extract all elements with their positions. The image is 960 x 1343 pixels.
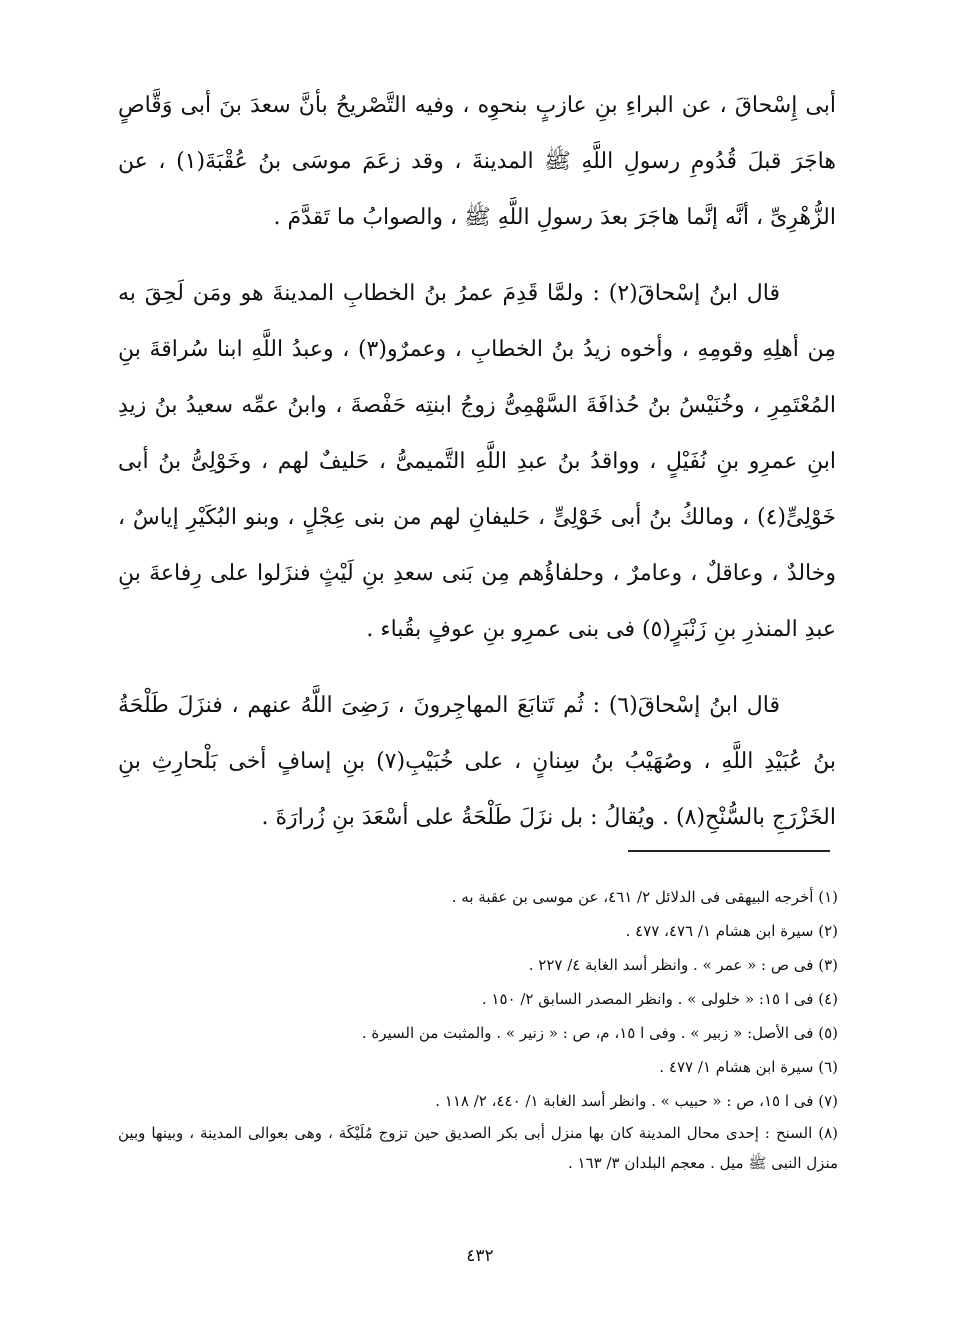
footnote-8: (٨) السنح : إحدى محال المدينة كان بها منزل أبى بكر الصديق حين تزوج مُلَيْكَة ، وهى بعوالى المدينة ، وبينها وبين منزل النبى ﷺ ميل . معجم البلدان ٣/ ١٦٣ . bbox=[118, 1124, 838, 1172]
footnote-5: (٥) فى الأصل: « زبير » . وفى ا ١٥، م، ص : « زنير » . والمثبت من السيرة . bbox=[361, 1024, 838, 1042]
paragraph-2: قال ابنُ إسْحاقَ(٢) : ولمَّا قَدِمَ عمرُ بنُ الخطابِ المدينةَ هو ومَن لَحِقَ به مِن أهلِهِ وقومِهِ ، وأخوه زيدُ بنُ الخطابِ ، وعمرٌو(٣) ، وعبدُ اللَّهِ ابنا سُراقةَ بنِ المُعْتَمِرِ ، وخُنَيْسُ بنُ حُذافَةَ السَّهْمِىُّ زوجُ ابنتِه حَفْصةَ ، وابنُ عمِّه سعيدُ بنُ زيدِ ابنِ عمرِو بنِ نُفَيْلٍ ، وواقدُ بنُ عبدِ اللَّهِ التَّميمىُّ ، حَليفٌ لهم ، وخَوْلِىُّ بنُ أبى خَوْلِىٍّ(٤) ، ومالكُ بنُ أبى خَوْلِىٍّ ، حَليفانِ لهم من بنى عِجْلٍ ، وبنو البُكَيْرِ إياسٌ ، وخالدٌ ، وعاقلٌ ، وعامرٌ ، وحلفاؤُهم مِن بَنى سعدِ بنِ لَيْثٍ فنزَلوا على رِفاعةَ بنِ عبدِ المنذرِ بنِ زَنْبَرٍ(٥) فى بنى عمرِو بنِ عوفٍ بقُباء . bbox=[118, 281, 837, 642]
footnote-3: (٣) فى ص : « عمر » . وانظر أسد الغابة ٤/ ٢٢٧ . bbox=[528, 956, 838, 974]
footnote-1: (١) أخرجه البيهقى فى الدلائل ٢/ ٤٦١، عن موسى بن عقبة به . bbox=[451, 888, 838, 906]
footnote-7: (٧) فى ا ١٥، ص : « حبيب » . وانظر أسد الغابة ١/ ٤٤٠، ٢/ ١١٨ . bbox=[435, 1092, 838, 1110]
page-number: ٤٣٢ bbox=[466, 1246, 494, 1266]
main-text bbox=[118, 78, 836, 866]
footnote-separator bbox=[628, 850, 830, 852]
paragraph-1: أبى إِسْحاقَ ، عن البراءِ بنِ عازبٍ بنحوِه ، وفيه التَّصْريحُ بأنَّ سعدَ بنَ أبى وَقَّاصٍ هاجَرَ قبلَ قُدُومِ رسولِ اللَّهِ ﷺ المدينةَ ، وقد زعَمَ موسَى بنُ عُقْبَةَ(١) ، عن الزُّهْرِىِّ ، أنَّه إنَّما هاجَرَ بعدَ رسولِ اللَّهِ ﷺ ، والصوابُ ما تَقدَّمَ . bbox=[118, 93, 836, 230]
paragraph-3: قال ابنُ إسْحاقَ(٦) : ثُم تَتابَعَ المهاجِرونَ ، رَضِىَ اللَّهُ عنهم ، فنزَلَ طَلْحَةُ بنُ عُبَيْدِ اللَّهِ ، وصُهَيْبُ بنُ سِنانٍ ، على خُبَيْبِ(٧) بنِ إسافٍ أخى بَلْحارِثِ بنِ الخَزْرَجِ بالسُّنْحِ(٨) . ويُقالُ : بل نزَلَ طَلْحَةُ على أسْعَدَ بنِ زُرارَةَ . bbox=[118, 693, 836, 830]
footnotes bbox=[118, 880, 838, 1178]
footnote-6: (٦) سيرة ابن هشام ١/ ٤٧٧ . bbox=[659, 1058, 838, 1076]
footnote-4: (٤) فى ا ١٥: « خلولى » . وانظر المصدر السابق ٢/ ١٥٠ . bbox=[481, 990, 838, 1008]
footnote-2: (٢) سيرة ابن هشام ١/ ٤٧٦، ٤٧٧ . bbox=[625, 922, 838, 940]
